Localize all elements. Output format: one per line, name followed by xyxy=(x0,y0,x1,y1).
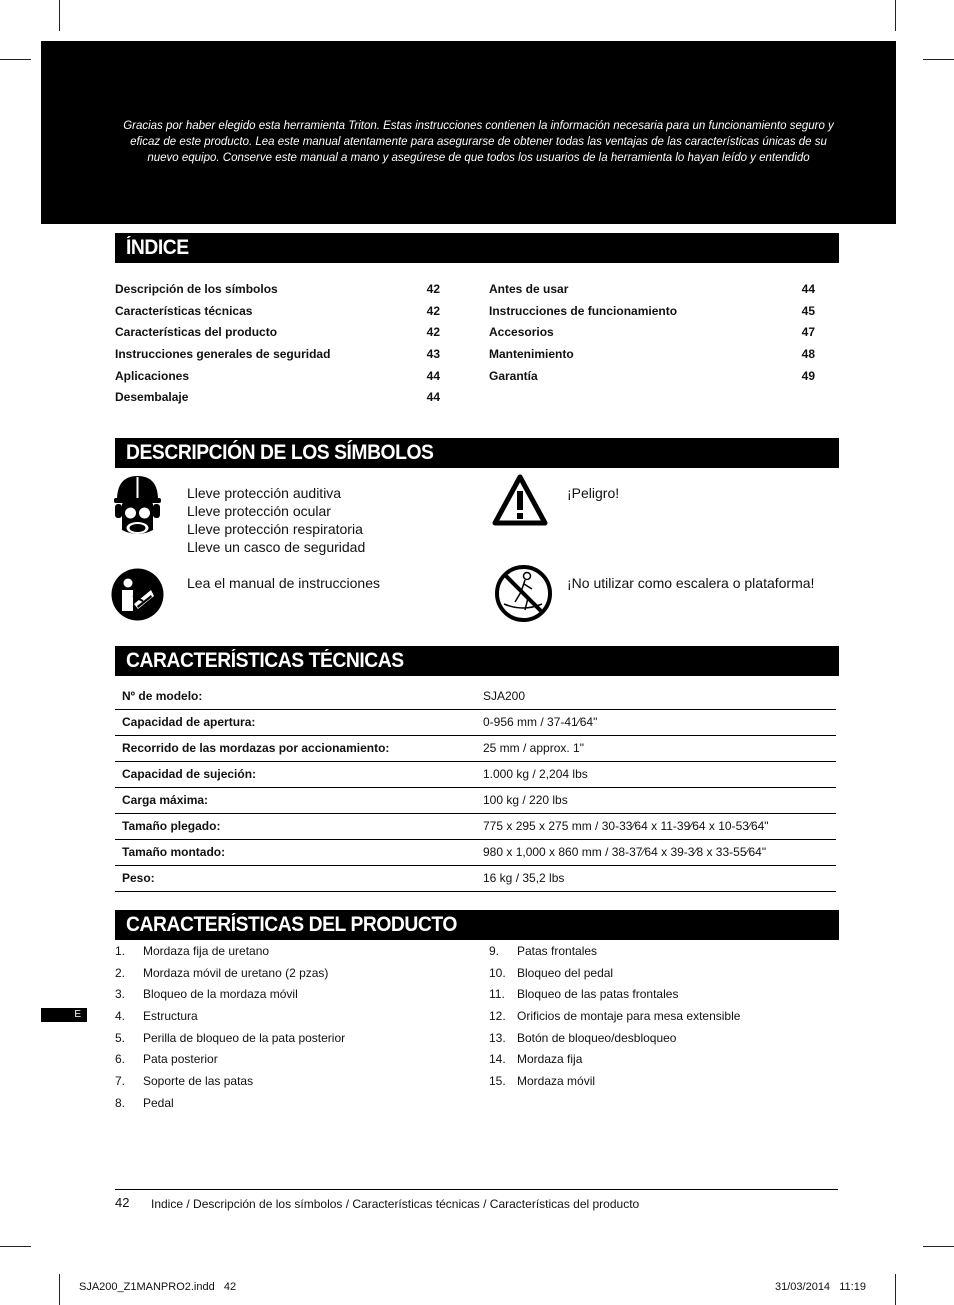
toc-page: 43 xyxy=(426,347,440,361)
toc-item[interactable] xyxy=(115,325,440,346)
spec-row xyxy=(115,709,836,736)
page-number: 42 xyxy=(115,1195,130,1210)
feature-text: Mordaza fija de uretano xyxy=(143,944,270,958)
intro-text: Gracias por haber elegido esta herramienta Triton. Estas instrucciones contienen la información necesaria para un funcionamiento seguro y eficaz de este producto. Lea este manual atentamente para asegurarse de obtener todas las ventajas de las características únicas de su nuevo equipo. Conserve este manual a mano y asegúrese de que todos los usuarios de la herramienta lo hayan leído y entendido xyxy=(123,120,834,164)
toc-item[interactable] xyxy=(115,304,440,325)
toc-label: Accesorios xyxy=(489,325,554,339)
ppe-text xyxy=(187,484,365,556)
spec-row xyxy=(115,813,836,840)
crop-mark xyxy=(0,1246,31,1247)
feature-text: Pedal xyxy=(143,1096,174,1110)
feature-number: 14. xyxy=(489,1052,506,1066)
feature-number: 6. xyxy=(115,1052,126,1066)
spec-row xyxy=(115,839,836,866)
toc-label: Instrucciones de funcionamiento xyxy=(489,304,678,318)
specs-header xyxy=(115,646,839,676)
feature-number: 1. xyxy=(115,944,126,958)
toc-item[interactable] xyxy=(115,369,440,390)
feature-text: Mordaza fija xyxy=(517,1052,583,1066)
crop-mark xyxy=(59,0,60,31)
feature-number: 11. xyxy=(489,987,505,1001)
spec-value: 25 mm / approx. 1" xyxy=(483,741,584,755)
toc-label: Garantía xyxy=(489,369,538,383)
feature-text: Orificios de montaje para mesa extensible xyxy=(517,1009,741,1023)
toc-item[interactable] xyxy=(115,347,440,368)
feature-number: 9. xyxy=(489,944,500,958)
feature-number: 12. xyxy=(489,1009,506,1023)
spec-value: 100 kg / 220 lbs xyxy=(483,793,568,807)
spec-key: Capacidad de sujeción: xyxy=(122,767,257,781)
manual-text: Lea el manual de instrucciones xyxy=(187,575,381,591)
crop-mark xyxy=(0,59,31,60)
toc-item[interactable] xyxy=(489,347,815,368)
spec-value: 775 x 295 x 275 mm / 30-33⁄64 x 11-39⁄64 x 10-53⁄64" xyxy=(483,819,769,833)
feature-text: Patas frontales xyxy=(517,944,598,958)
feature-text: Botón de bloqueo/desbloqueo xyxy=(517,1031,677,1045)
slug-file: SJA200_Z1MANPRO2.indd 42 xyxy=(79,1281,237,1293)
no-ladder-text: ¡No utilizar como escalera o plataforma! xyxy=(567,575,815,591)
toc-page: 44 xyxy=(801,282,815,296)
crop-mark xyxy=(923,59,954,60)
spec-value: 16 kg / 35,2 lbs xyxy=(483,871,565,885)
feature-text: Pata posterior xyxy=(143,1052,218,1066)
feature-text: Mordaza móvil xyxy=(517,1074,596,1088)
toc-page: 45 xyxy=(801,304,815,318)
danger-text: ¡Peligro! xyxy=(567,485,620,501)
spec-key: Nº de modelo: xyxy=(122,689,203,703)
slug-date: 31/03/2014 11:19 xyxy=(775,1281,866,1293)
spec-key: Capacidad de apertura: xyxy=(122,715,256,729)
crop-mark xyxy=(895,1274,896,1305)
symbols-title: DESCRIPCIÓN DE LOS SÍMBOLOS xyxy=(126,441,434,464)
spec-key: Carga máxima: xyxy=(122,793,209,807)
feature-text: Bloqueo del pedal xyxy=(517,966,614,980)
toc-item[interactable] xyxy=(489,282,815,303)
toc-page: 47 xyxy=(801,325,815,339)
spec-key: Peso: xyxy=(122,871,155,885)
spec-row xyxy=(115,735,836,762)
footer-rule xyxy=(115,1189,838,1190)
toc-page: 49 xyxy=(801,369,815,383)
feature-number: 2. xyxy=(115,966,126,980)
feature-number: 15. xyxy=(489,1074,506,1088)
symbols-header xyxy=(115,438,839,468)
ppe-line: Lleve protección respiratoria xyxy=(187,521,363,537)
spec-row xyxy=(115,865,836,892)
features-header xyxy=(115,910,839,940)
intro-banner xyxy=(41,41,896,224)
ppe-line: Lleve protección ocular xyxy=(187,503,331,519)
toc-label: Antes de usar xyxy=(489,282,569,296)
spec-row xyxy=(115,761,836,788)
crop-mark xyxy=(923,1246,954,1247)
spec-value: 980 x 1,000 x 860 mm / 38-37⁄64 x 39-3⁄8 x 33-55⁄64" xyxy=(483,845,767,859)
spec-value: SJA200 xyxy=(483,689,526,703)
toc-page: 42 xyxy=(426,325,440,339)
toc-page: 42 xyxy=(426,304,440,318)
feature-number: 8. xyxy=(115,1096,126,1110)
ppe-line: Lleve un casco de seguridad xyxy=(187,539,366,555)
toc-label: Características del producto xyxy=(115,325,278,339)
feature-text: Perilla de bloqueo de la pata posterior xyxy=(143,1031,346,1045)
read-manual-icon xyxy=(111,568,164,621)
index-header xyxy=(115,233,839,263)
feature-text: Bloqueo de las patas frontales xyxy=(517,987,679,1001)
feature-text: Bloqueo de la mordaza móvil xyxy=(143,987,298,1001)
feature-number: 5. xyxy=(115,1031,126,1045)
feature-text: Mordaza móvil de uretano (2 pzas) xyxy=(143,966,329,980)
toc-page: 48 xyxy=(801,347,815,361)
toc-item[interactable] xyxy=(115,390,440,411)
toc-label: Desembalaje xyxy=(115,390,189,404)
crop-mark xyxy=(895,0,896,31)
spec-key: Tamaño plegado: xyxy=(122,819,221,833)
warning-triangle-icon xyxy=(492,474,548,526)
toc-label: Descripción de los símbolos xyxy=(115,282,278,296)
toc-item[interactable] xyxy=(115,282,440,303)
spec-row xyxy=(115,787,836,814)
ppe-line: Lleve protección auditiva xyxy=(187,485,342,501)
toc-page: 44 xyxy=(426,390,440,404)
spec-value: 1.000 kg / 2,204 lbs xyxy=(483,767,588,781)
toc-label: Características técnicas xyxy=(115,304,253,318)
feature-text: Soporte de las patas xyxy=(143,1074,254,1088)
spec-key: Recorrido de las mordazas por accionamiento: xyxy=(122,741,390,755)
footer-breadcrumb: Indice / Descripción de los símbolos / Características técnicas / Características del producto xyxy=(151,1197,640,1211)
feature-number: 13. xyxy=(489,1031,506,1045)
no-ladder-icon xyxy=(494,564,553,623)
toc-item[interactable] xyxy=(489,325,815,346)
toc-label: Instrucciones generales de seguridad xyxy=(115,347,331,361)
index-title: ÍNDICE xyxy=(126,236,189,259)
spec-row xyxy=(115,683,836,710)
spec-value: 0-956 mm / 37-41⁄64" xyxy=(483,715,598,729)
feature-text: Estructura xyxy=(143,1009,198,1023)
toc-page: 44 xyxy=(426,369,440,383)
toc-item[interactable] xyxy=(489,369,815,390)
feature-number: 10. xyxy=(489,966,506,980)
feature-number: 7. xyxy=(115,1074,126,1088)
toc-page: 42 xyxy=(426,282,440,296)
feature-number: 3. xyxy=(115,987,126,1001)
features-title: CARACTERÍSTICAS DEL PRODUCTO xyxy=(126,913,457,936)
toc-label: Aplicaciones xyxy=(115,369,190,383)
specs-title: CARACTERÍSTICAS TÉCNICAS xyxy=(126,649,404,672)
toc-item[interactable] xyxy=(489,304,815,325)
language-tab-label: E xyxy=(74,1009,81,1020)
ppe-icon xyxy=(111,472,164,538)
crop-mark xyxy=(59,1274,60,1305)
feature-number: 4. xyxy=(115,1009,126,1023)
toc-label: Mantenimiento xyxy=(489,347,574,361)
language-tab xyxy=(41,1008,87,1022)
spec-key: Tamaño montado: xyxy=(122,845,226,859)
